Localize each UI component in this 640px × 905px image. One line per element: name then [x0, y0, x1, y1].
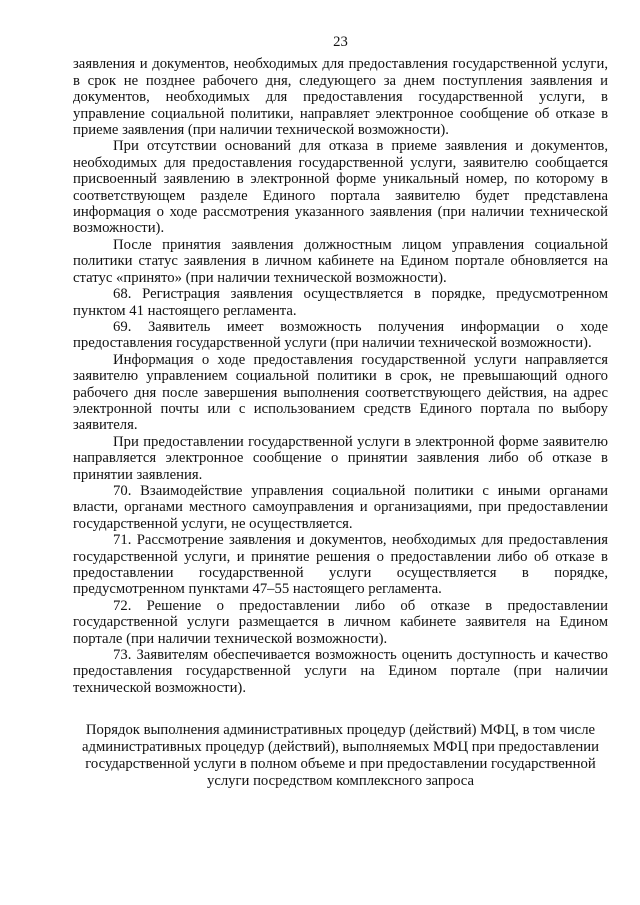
- section-heading: [73, 722, 608, 790]
- paragraph-item-73: 73. Заявителям обеспечивается возможность оценить доступность и качество предоставления государственной услуги на Едином портале (при наличии технической возможности).: [73, 647, 608, 696]
- heading-line: услуги посредством комплексного запроса: [206, 773, 474, 790]
- heading-line: государственной услуги в полном объеме и при предоставлении государственной: [85, 756, 596, 773]
- heading-line: Порядок выполнения административных процедур (действий) МФЦ, в том числе: [85, 722, 596, 739]
- paragraph-electronic-form: При предоставлении государственной услуги в электронной форме заявителю направляется электронное сообщение о принятии заявления либо об отказе в принятии заявления.: [73, 433, 608, 483]
- paragraph-item-69: 69. Заявитель имеет возможность получения информации о ходе предоставления государственной услуги (при наличии технической возможности).: [73, 318, 608, 352]
- paragraph-item-72: 72. Решение о предоставлении либо об отказе в предоставлении государственной услуги размещается в личном кабинете заявителя на Едином портале (при наличии технической возможности).: [73, 597, 608, 647]
- paragraph-progress-info: Информация о ходе предоставления государственной услуги направляется заявителю управлением социальной политики в срок, не превышающий одного рабочего дня после завершения выполнения соответствующего действия, на адрес электронной почты или с использованием средств Единого портала по выбору заявителя.: [73, 351, 608, 434]
- paragraph-item-68: 68. Регистрация заявления осуществляется в порядке, предусмотренном пунктом 41 настоящего регламента.: [73, 286, 608, 319]
- paragraph-no-refusal: При отсутствии оснований для отказа в приеме заявления и документов, необходимых для предоставления государственной услуги, заявителю сообщается присвоенный заявлению в электронной форме уникальный номер, по которому в соответствующем разделе Единого портала заявителю будет представлена информация о ходе рассмотрения указанного заявления (при наличии технической возможности).: [73, 138, 608, 237]
- paragraph-item-70: 70. Взаимодействие управления социальной политики с иными органами власти, органами местного самоуправления и организациями, при предоставлении государственной услуги, не осуществляется.: [73, 482, 608, 532]
- heading-line: административных процедур (действий), выполняемых МФЦ при предоставлении: [81, 739, 600, 756]
- page-number: 23: [333, 34, 348, 50]
- paragraph-item-71: 71. Рассмотрение заявления и документов, необходимых для предоставления государственной услуги, и принятие решения о предоставлении либо об отказе в предоставлении государственной услуги осуществляется в порядке, предусмотренном пунктами 47–55 настоящего регламента.: [73, 532, 608, 598]
- paragraph-continuation: заявления и документов, необходимых для предоставления государственной услуги, в срок не позднее рабочего дня, следующего за днем поступления заявления и документов, необходимых для предоставления государственной услуги, в управление социальной политики, направляет электронное сообщение об отказе в приеме заявления (при наличии технической возможности).: [73, 56, 608, 139]
- paragraph-status-accepted: После принятия заявления должностным лицом управления социальной политики статус заявления в личном кабинете на Едином портале обновляется на статус «принято» (при наличии технической возможности).: [73, 236, 608, 286]
